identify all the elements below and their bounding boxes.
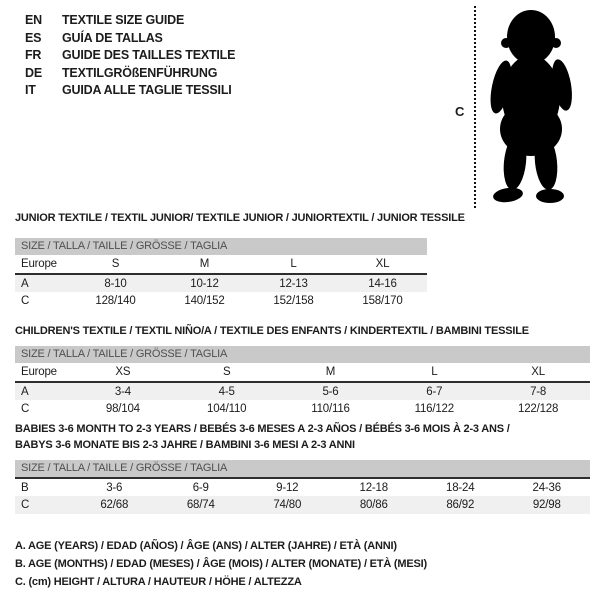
- row-label: C: [21, 499, 30, 511]
- table-row: [15, 383, 590, 400]
- column-header-row: [15, 255, 427, 273]
- table-cell: 24-36: [532, 481, 561, 494]
- table-cell: 140/152: [184, 295, 225, 307]
- baby-silhouette-icon: [487, 5, 577, 210]
- table-cell: 12-18: [359, 481, 388, 494]
- column-header: XS: [115, 366, 131, 378]
- size-header-row: SIZE / TALLA / TAILLE / GRÖSSE / TAGLIA: [15, 460, 590, 477]
- lang-title: GUIDE DES TAILLES TEXTILE: [62, 48, 236, 62]
- table-cell: 7-8: [530, 385, 547, 398]
- row-label: C: [21, 295, 30, 307]
- table-cell: 80/86: [359, 499, 388, 511]
- column-header: XL: [531, 366, 545, 378]
- babies-size-table: [15, 460, 590, 514]
- table-cell: 3-4: [114, 385, 131, 398]
- table-cell: 14-16: [368, 277, 397, 290]
- footnote-b: B. AGE (MONTHS) / EDAD (MESES) / ÂGE (MOIS) / ALTER (MONATE) / ETÀ (MESI): [15, 558, 427, 570]
- lang-code: DE: [25, 65, 42, 80]
- table-cell: 5-6: [322, 385, 339, 398]
- lang-title: GUÍA DE TALLAS: [62, 30, 163, 45]
- column-header: S: [111, 258, 120, 270]
- table-cell: 3-6: [106, 481, 123, 494]
- lang-code: FR: [25, 48, 42, 62]
- lang-code: EN: [25, 13, 42, 27]
- table-row: [15, 496, 590, 514]
- region-label: Europe: [21, 366, 57, 378]
- table-row: [15, 292, 427, 310]
- babies-section-title: [15, 422, 510, 453]
- table-cell: 4-5: [218, 385, 235, 398]
- row-label: A: [21, 277, 29, 290]
- table-row: [15, 275, 427, 292]
- table-row: [15, 479, 590, 496]
- lang-row-es: [25, 30, 235, 48]
- lang-title: TEXTILE SIZE GUIDE: [62, 13, 185, 27]
- size-header-row: SIZE / TALLA / TAILLE / GRÖSSE / TAGLIA: [15, 238, 427, 255]
- size-header-row: SIZE / TALLA / TAILLE / GRÖSSE / TAGLIA: [15, 346, 590, 363]
- table-cell: 116/122: [414, 403, 454, 415]
- lang-code: ES: [25, 30, 42, 45]
- footnote-a: A. AGE (YEARS) / EDAD (AÑOS) / ÂGE (ANS) / ALTER (JAHRE) / ETÀ (ANNI): [15, 540, 397, 552]
- table-cell: 12-13: [279, 277, 308, 290]
- lang-row-de: [25, 65, 235, 83]
- column-header: M: [325, 366, 336, 378]
- children-section-title: CHILDREN'S TEXTILE / TEXTIL NIÑO/A / TEXTILE DES ENFANTS / KINDERTEXTIL / BAMBINI TESSILE: [15, 325, 529, 337]
- table-cell: 110/116: [311, 403, 350, 415]
- row-label: C: [21, 403, 30, 415]
- table-cell: 122/128: [518, 403, 559, 415]
- lang-row-it: [25, 82, 235, 100]
- lang-row-fr: [25, 47, 235, 65]
- table-cell: 18-24: [446, 481, 475, 494]
- language-list: [25, 12, 235, 100]
- row-label: A: [21, 385, 29, 398]
- footnote-legend: [15, 537, 427, 591]
- lang-row-en: [25, 12, 235, 30]
- table-cell: 68/74: [186, 499, 215, 511]
- junior-size-table: [15, 238, 427, 310]
- height-measure-label: C: [455, 104, 465, 119]
- table-cell: 86/92: [446, 499, 475, 511]
- table-cell: 8-10: [104, 277, 127, 290]
- column-header: XL: [375, 258, 390, 270]
- lang-code: IT: [25, 83, 36, 97]
- table-cell: 62/68: [100, 499, 129, 511]
- table-cell: 6-9: [192, 481, 209, 494]
- table-cell: 152/158: [273, 295, 314, 307]
- column-header: M: [199, 258, 210, 270]
- column-header: L: [290, 258, 297, 270]
- babies-title-line2: BABYS 3-6 MONATE BIS 2-3 JAHRE / BAMBINI 3-6 MESI A 2-3 ANNI: [15, 438, 355, 451]
- babies-title-line1: BABIES 3-6 MONTH TO 2-3 YEARS / BEBÉS 3-6 MESES A 2-3 AÑOS / BÉBÉS 3-6 MOIS À 2-3 ANS /: [15, 423, 510, 435]
- column-header-row: [15, 363, 590, 381]
- column-header: L: [431, 366, 438, 378]
- height-measure-line: [474, 6, 476, 208]
- table-cell: 104/110: [207, 403, 247, 415]
- junior-section-title: JUNIOR TEXTILE / TEXTIL JUNIOR/ TEXTILE JUNIOR / JUNIORTEXTIL / JUNIOR TESSILE: [15, 212, 465, 224]
- row-label: B: [21, 481, 29, 494]
- table-cell: 10-12: [190, 277, 219, 290]
- table-cell: 9-12: [276, 481, 299, 494]
- children-size-table: [15, 346, 590, 418]
- table-cell: 74/80: [273, 499, 302, 511]
- table-cell: 98/104: [105, 403, 140, 415]
- table-row: [15, 400, 590, 418]
- column-header: S: [222, 366, 231, 378]
- region-label: Europe: [21, 258, 57, 270]
- lang-title: TEXTILGRÖßENFÜHRUNG: [62, 65, 218, 80]
- table-cell: 128/140: [95, 295, 136, 307]
- table-cell: 6-7: [426, 385, 443, 398]
- footnote-c: C. (cm) HEIGHT / ALTURA / HAUTEUR / HÖHE / ALTEZZA: [15, 576, 302, 588]
- table-cell: 158/170: [362, 295, 403, 307]
- lang-title: GUIDA ALLE TAGLIE TESSILI: [62, 83, 232, 97]
- table-cell: 92/98: [532, 499, 561, 511]
